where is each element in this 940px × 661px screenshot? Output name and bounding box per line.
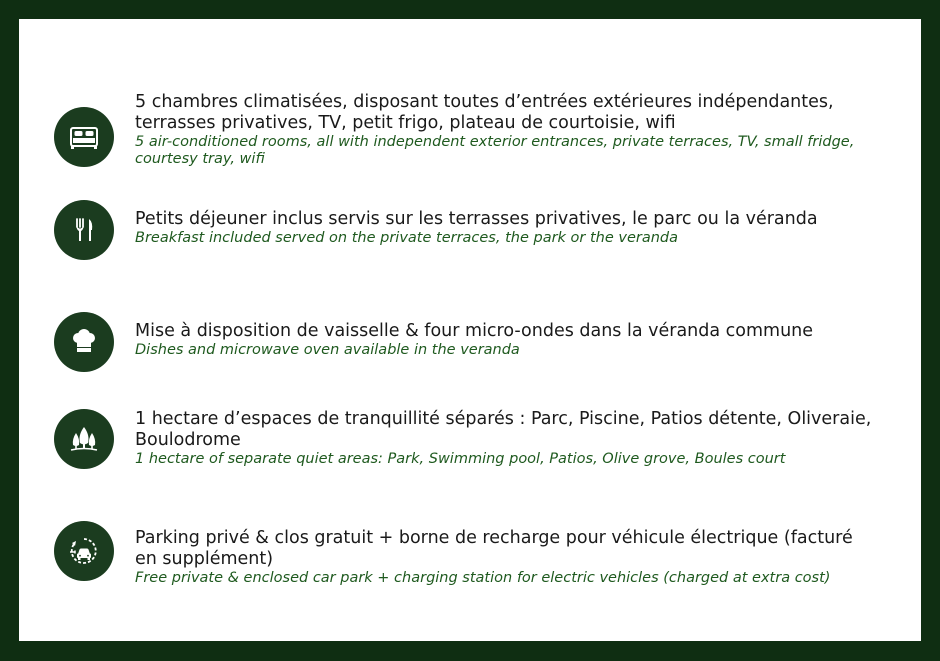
amenity-text xyxy=(135,409,875,468)
amenity-text xyxy=(135,92,875,168)
french-description: Petits déjeuner inclus servis sur les terrasses privatives, le parc ou la véranda xyxy=(135,209,818,229)
amenity-text xyxy=(135,528,875,587)
french-description: 5 chambres climatisées, disposant toutes d’entrées extérieures indépendantes, terrasses privatives, TV, petit frigo, plateau de courtoisie, wifi xyxy=(135,92,834,133)
english-description: 1 hectare of separate quiet areas: Park, Swimming pool, Patios, Olive grove, Boules court xyxy=(135,451,786,467)
ev-charging-icon xyxy=(54,521,114,581)
amenity-text xyxy=(135,209,875,247)
french-description: Mise à disposition de vaisselle & four micro-ondes dans la véranda commune xyxy=(135,321,814,341)
amenity-text xyxy=(135,321,875,359)
english-description: Free private & enclosed car park + charging station for electric vehicles (charged at extra cost) xyxy=(135,570,831,586)
bed-icon xyxy=(54,107,114,167)
french-description: Parking privé & clos gratuit + borne de recharge pour véhicule électrique (facturé en supplément) xyxy=(135,528,853,569)
chef-hat-icon xyxy=(54,312,114,372)
english-description: Breakfast included served on the private terraces, the park or the veranda xyxy=(135,230,679,246)
fork-knife-icon xyxy=(54,200,114,260)
amenities-panel xyxy=(19,19,921,641)
french-description: 1 hectare d’espaces de tranquillité séparés : Parc, Piscine, Patios détente, Oliveraie, Boulodrome xyxy=(135,409,872,450)
trees-icon xyxy=(54,409,114,469)
english-description: Dishes and microwave oven available in the veranda xyxy=(135,342,520,358)
english-description: 5 air-conditioned rooms, all with independent exterior entrances, private terraces, TV, small fridge, courtesy tray, wifi xyxy=(135,134,855,167)
